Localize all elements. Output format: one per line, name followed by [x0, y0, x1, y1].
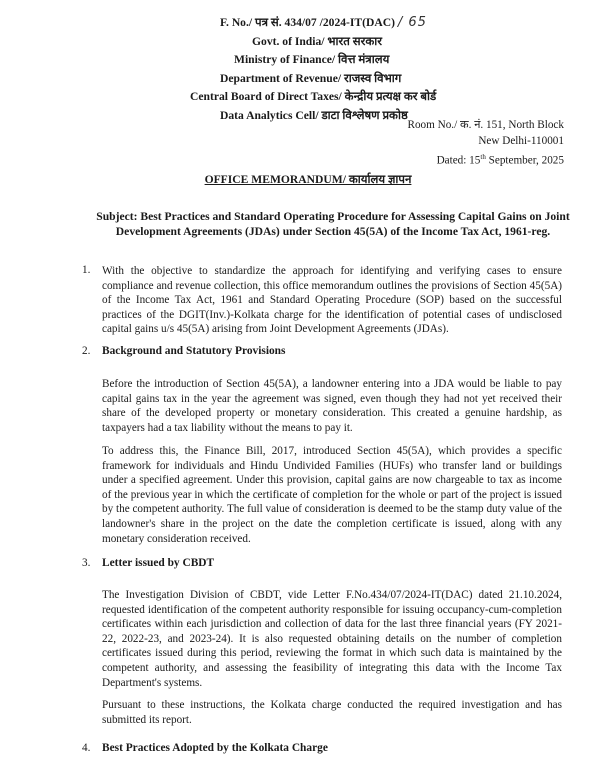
- section-4-number: 4.: [82, 742, 91, 754]
- file-number: F. No./ पत्र सं. 434/07 /2024-IT(DAC): [220, 16, 395, 29]
- section-2-number: 2.: [82, 345, 91, 357]
- cell-line: Data Analytics Cell/ डाटा विश्लेषण प्रकोष्ठ: [220, 108, 408, 122]
- room-line: Room No./ क. नं. 151, North Block: [407, 119, 564, 131]
- city-line: New Delhi-110001: [478, 135, 564, 147]
- letterhead: [170, 14, 590, 125]
- board-line: Central Board of Direct Taxes/ केन्द्रीय प्रत्यक्ष कर बोर्ड: [190, 90, 437, 103]
- section-1-number: 1.: [82, 264, 91, 276]
- subject: Subject: Best Practices and Standard Operating Procedure for Assessing Capital Gains on Joint Development Agreements (JDAs) under Section 45(5A) of the Income Tax Act, 1961-reg.: [96, 210, 570, 238]
- file-number-line: [170, 14, 590, 33]
- section-2-paragraph-2: To address this, the Finance Bill, 2017, introduced Section 45(5A), which provides a specific framework for individuals and Hindu Undivided Families (HUFs) who transfer land or buildings under a specified agreement. Under this provision, capital gains are now chargeable to tax as income of the previous year in which the certificate of completion for the whole or part of the project is issued by the competent authority. The full value of consideration is deemed to be the stamp duty value of the landowner's share in the project on the date the completion certificate is issued, along with any monetary consideration received.: [102, 445, 562, 545]
- section-3-number: 3.: [82, 557, 91, 569]
- date-line: Dated: 15th September, 2025: [436, 153, 564, 167]
- section-3-paragraph-1: The Investigation Division of CBDT, vide Letter F.No.434/07/2024-IT(DAC) dated 21.10.2024, requested identification of the competent authority responsible for issuing occupancy-cum-completion certificates within each jurisdiction and collection of data for the last three financial years (FY 2021-22, 2022-23, and 2023-24). It is also requested obtaining details on the number of completion certificates issued during this period, reviewing the format in which such data is maintained by the competent authority, and assessing the feasibility of integrating this data with the Income Tax Department's systems.: [102, 589, 562, 689]
- ministry-line: Ministry of Finance/ वित्त मंत्रालय: [234, 53, 390, 66]
- section-3-paragraph-2: Pursuant to these instructions, the Kolkata charge conducted the required investigation and has submitted its report.: [102, 699, 562, 726]
- govt-line: Govt. of India/ भारत सरकार: [252, 34, 383, 48]
- section-3-heading: Letter issued by CBDT: [102, 557, 215, 569]
- address-block: [407, 117, 564, 169]
- section-2-paragraph-1: Before the introduction of Section 45(5A), a landowner entering into a JDA would be liable to pay capital gains tax in the year the agreement was signed, even though they had not yet received their share of the developed property or monetary consideration. This created a genuine hardship, as taxpayers had a tax liability without the means to pay it.: [102, 378, 562, 434]
- department-line: Department of Revenue/ राजस्व विभाग: [220, 71, 402, 85]
- handwritten-mark: / 65: [397, 15, 427, 30]
- section-1-paragraph: With the objective to standardize the approach for identifying and verifying cases to ensure compliance and revenue collection, this office memorandum outlines the provisions of Section 45(5A) of the Income Tax Act, 1961 and Standard Operating Procedure (SOP) based on the successful practices of the DGIT(Inv.)-Kolkata charge for the identification of potential cases of undisclosed capital gains u/s 45(5A) arising from Joint Development Agreements (JDAs).: [102, 265, 562, 336]
- section-4-heading: Best Practices Adopted by the Kolkata Charge: [102, 742, 328, 754]
- section-2-heading: Background and Statutory Provisions: [102, 345, 286, 357]
- memo-title: OFFICE MEMORANDUM/ कार्यालय ज्ञापन: [204, 173, 412, 186]
